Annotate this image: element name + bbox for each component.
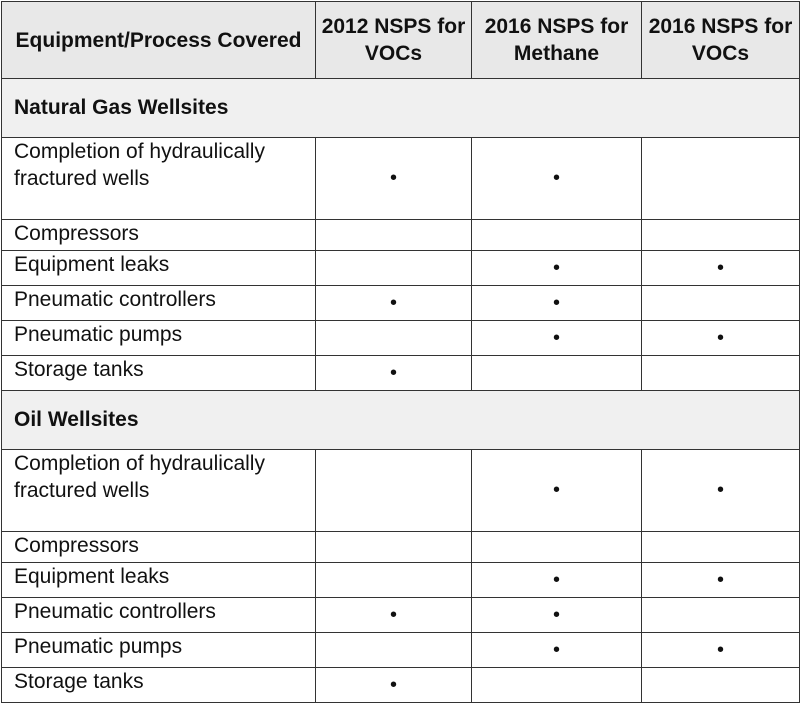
row-label: Storage tanks	[2, 668, 316, 703]
coverage-cell	[642, 450, 800, 532]
coverage-cell	[472, 668, 642, 703]
bullet-icon: •	[389, 291, 397, 314]
coverage-cell	[316, 532, 472, 563]
nsps-coverage-table	[1, 1, 800, 703]
coverage-cell	[316, 668, 472, 703]
coverage-cell	[472, 286, 642, 321]
header-2012-nsps-vocs: 2012 NSPS for VOCs	[316, 2, 472, 79]
row-label: Compressors	[2, 220, 316, 251]
bullet-icon: •	[552, 291, 560, 314]
section-title: Natural Gas Wellsites	[2, 79, 800, 138]
coverage-cell	[472, 563, 642, 598]
coverage-cell	[316, 563, 472, 598]
table-row	[2, 138, 800, 220]
bullet-icon: •	[716, 568, 724, 591]
bullet-icon: •	[552, 638, 560, 661]
coverage-cell	[316, 220, 472, 251]
coverage-cell	[316, 138, 472, 220]
bullet-icon: •	[716, 326, 724, 349]
coverage-cell	[642, 633, 800, 668]
coverage-cell	[316, 356, 472, 391]
coverage-cell	[316, 633, 472, 668]
coverage-cell	[642, 356, 800, 391]
coverage-cell	[316, 321, 472, 356]
table-row	[2, 450, 800, 532]
table-row	[2, 598, 800, 633]
row-label: Equipment leaks	[2, 251, 316, 286]
coverage-cell	[472, 138, 642, 220]
coverage-cell	[642, 532, 800, 563]
bullet-icon: •	[716, 638, 724, 661]
coverage-cell	[642, 286, 800, 321]
bullet-icon: •	[552, 256, 560, 279]
coverage-cell	[642, 138, 800, 220]
row-label: Pneumatic pumps	[2, 633, 316, 668]
bullet-icon: •	[552, 603, 560, 626]
bullet-icon: •	[552, 568, 560, 591]
coverage-cell	[642, 251, 800, 286]
coverage-cell	[472, 598, 642, 633]
coverage-cell	[472, 321, 642, 356]
coverage-cell	[472, 356, 642, 391]
bullet-icon: •	[389, 361, 397, 384]
bullet-icon: •	[552, 167, 560, 189]
section-row	[2, 391, 800, 450]
bullet-icon: •	[552, 326, 560, 349]
coverage-cell	[472, 633, 642, 668]
row-label: Pneumatic controllers	[2, 598, 316, 633]
bullet-icon: •	[389, 167, 397, 189]
table-row	[2, 356, 800, 391]
table-row	[2, 633, 800, 668]
coverage-cell	[642, 321, 800, 356]
header-2016-nsps-vocs: 2016 NSPS for VOCs	[642, 2, 800, 79]
coverage-cell	[316, 598, 472, 633]
section-row	[2, 79, 800, 138]
coverage-cell	[472, 220, 642, 251]
coverage-cell	[316, 450, 472, 532]
row-label: Compressors	[2, 532, 316, 563]
bullet-icon: •	[389, 603, 397, 626]
bullet-icon: •	[716, 479, 724, 501]
table-row	[2, 563, 800, 598]
header-row	[2, 2, 800, 79]
table-row	[2, 532, 800, 563]
bullet-icon: •	[716, 256, 724, 279]
row-label: Completion of hydraulically fractured wells	[2, 138, 316, 220]
coverage-cell	[316, 286, 472, 321]
table-row	[2, 321, 800, 356]
coverage-cell	[642, 668, 800, 703]
header-equipment-process: Equipment/Process Covered	[2, 2, 316, 79]
table-row	[2, 251, 800, 286]
coverage-cell	[472, 532, 642, 563]
row-label: Completion of hydraulically fractured wells	[2, 450, 316, 532]
row-label: Storage tanks	[2, 356, 316, 391]
bullet-icon: •	[389, 673, 397, 696]
coverage-cell	[642, 220, 800, 251]
coverage-cell	[642, 598, 800, 633]
coverage-cell	[472, 450, 642, 532]
table-row	[2, 668, 800, 703]
row-label: Pneumatic pumps	[2, 321, 316, 356]
header-2016-nsps-methane: 2016 NSPS for Methane	[472, 2, 642, 79]
section-title: Oil Wellsites	[2, 391, 800, 450]
table-row	[2, 286, 800, 321]
coverage-cell	[642, 563, 800, 598]
table-row	[2, 220, 800, 251]
coverage-cell	[316, 251, 472, 286]
coverage-cell	[472, 251, 642, 286]
bullet-icon: •	[552, 479, 560, 501]
row-label: Equipment leaks	[2, 563, 316, 598]
row-label: Pneumatic controllers	[2, 286, 316, 321]
table-body	[2, 79, 800, 703]
